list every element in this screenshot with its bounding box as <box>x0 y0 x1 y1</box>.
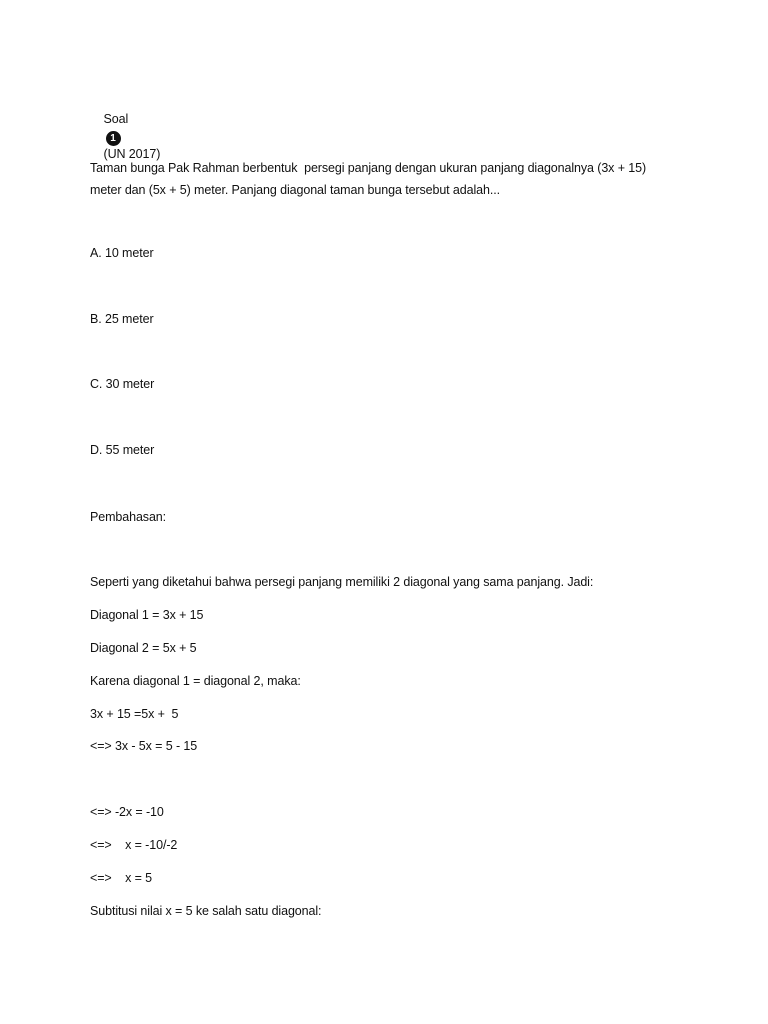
soal-label: Soal <box>103 112 129 126</box>
diagonal-2: Diagonal 2 = 5x + 5 <box>90 641 197 655</box>
solution-title: Pembahasan: <box>90 510 167 524</box>
soal-source: (UN 2017) <box>103 147 161 161</box>
equation-step-4: <=> x = -10/-2 <box>90 838 178 852</box>
substitution-statement: Subtitusi nilai x = 5 ke salah satu diagonal: <box>90 904 322 918</box>
question-text-line-1: Taman bunga Pak Rahman berbentuk persegi panjang dengan ukuran panjang diagonalnya (3x + 15) <box>90 161 647 175</box>
equation-step-2: <=> 3x - 5x = 5 - 15 <box>90 739 198 753</box>
equation-step-1: 3x + 15 =5x + 5 <box>90 707 179 721</box>
equation-step-3: <=> -2x = -10 <box>90 805 164 819</box>
option-b: B. 25 meter <box>90 312 154 326</box>
diagonal-1: Diagonal 1 = 3x + 15 <box>90 608 204 622</box>
solution-intro: Seperti yang diketahui bahwa persegi panjang memiliki 2 diagonal yang sama panjang. Jadi: <box>90 575 594 589</box>
equation-step-5: <=> x = 5 <box>90 871 153 885</box>
option-a: A. 10 meter <box>90 246 154 260</box>
question-number-badge: 1 <box>106 131 121 146</box>
option-c: C. 30 meter <box>90 377 155 391</box>
because-statement: Karena diagonal 1 = diagonal 2, maka: <box>90 674 301 688</box>
option-d: D. 55 meter <box>90 443 155 457</box>
question-text-line-2: meter dan (5x + 5) meter. Panjang diagonal taman bunga tersebut adalah... <box>90 183 500 197</box>
